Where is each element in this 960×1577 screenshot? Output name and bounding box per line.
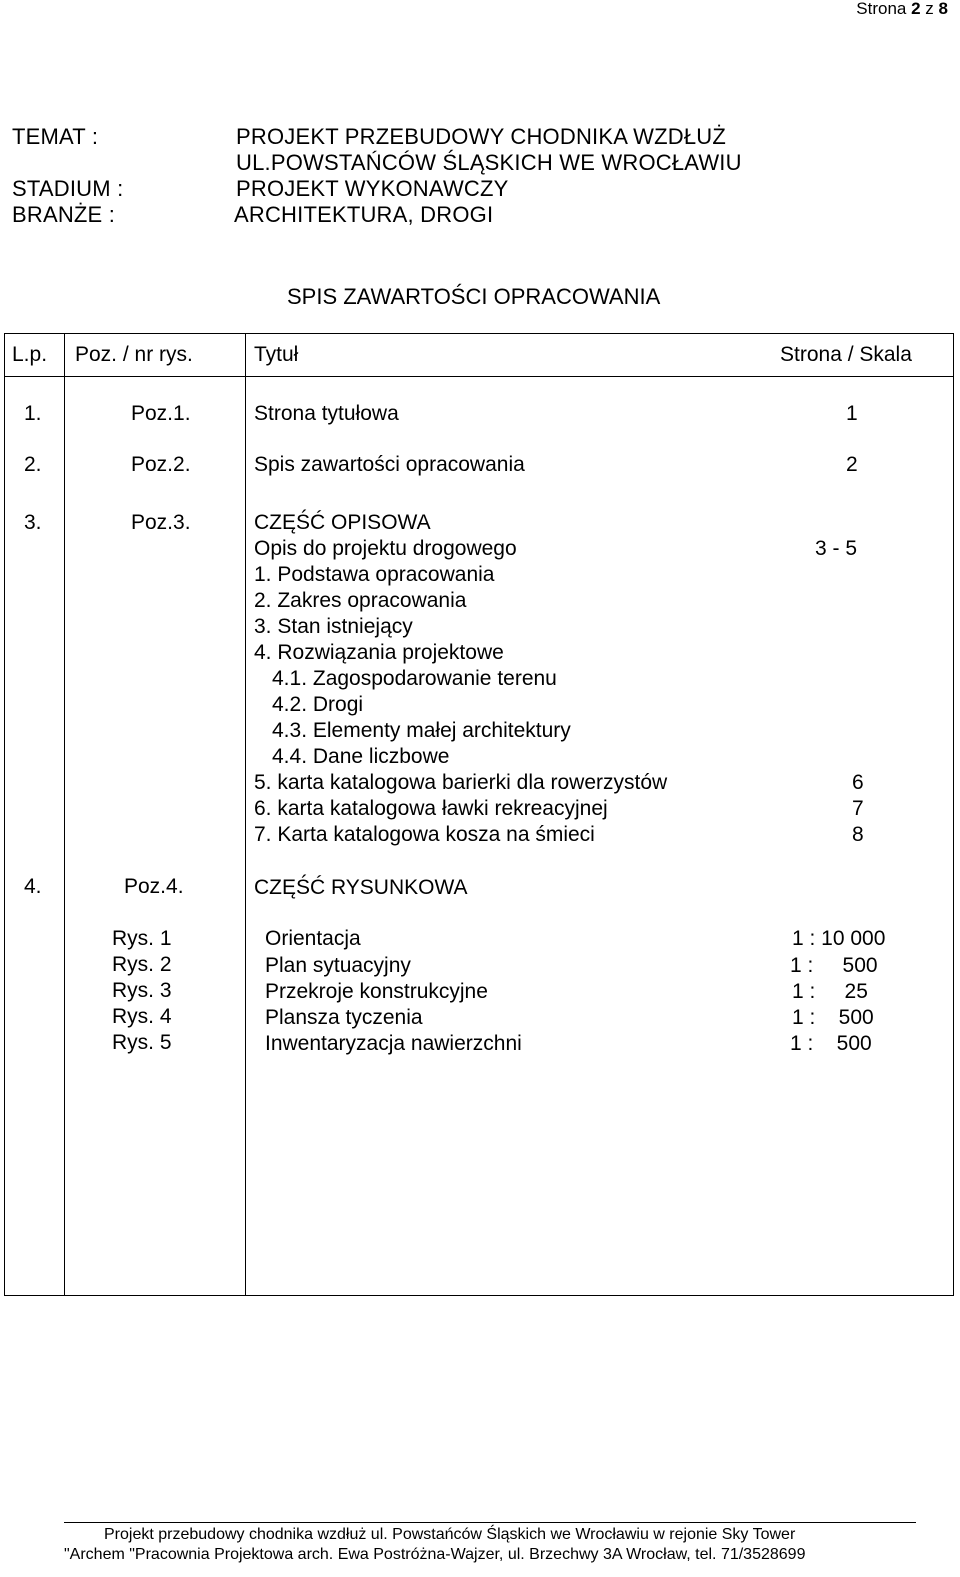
- opis-item: Opis do projektu drogowego: [254, 537, 517, 560]
- drawing-scale: 1 : 10 000: [792, 927, 886, 950]
- rysunki-section-title: CZĘŚĆ RYSUNKOWA: [254, 876, 468, 899]
- temat-value-line2: UL.POWSTAŃCÓW ŚLĄSKICH WE WROCŁAWIU: [236, 150, 742, 175]
- row-1-poz: Poz.1.: [131, 402, 191, 425]
- page-number: [856, 0, 948, 17]
- page-number-total: 8: [938, 0, 948, 18]
- opis-subitem: 4.3. Elementy małej architektury: [272, 719, 571, 742]
- drawing-scale: 1 : 500: [792, 1006, 874, 1029]
- stadium-label: STADIUM :: [12, 176, 124, 201]
- opis-item: 4. Rozwiązania projektowe: [254, 641, 504, 664]
- temat-value-line1: PROJEKT PRZEBUDOWY CHODNIKA WZDŁUŻ: [236, 124, 727, 149]
- opis-item: 7. Karta katalogowa kosza na śmieci: [254, 823, 595, 846]
- opis-subitem: 4.2. Drogi: [272, 693, 364, 716]
- document-title: SPIS ZAWARTOŚCI OPRACOWANIA: [287, 284, 661, 309]
- column-divider: [245, 334, 246, 1295]
- header-strona: Strona / Skala: [780, 343, 912, 366]
- footer-line-2: "Archem "Pracownia Projektowa arch. Ewa Postróżna-Wajzer, ul. Brzechwy 3A Wrocław, tel. 71/3528699: [64, 1546, 806, 1563]
- header-poz: Poz. / nr rys.: [75, 343, 193, 366]
- branze-value: ARCHITEKTURA, DROGI: [234, 202, 494, 227]
- opis-subitem: 4.4. Dane liczbowe: [272, 745, 450, 768]
- drawing-scale: 1 : 25: [792, 980, 868, 1003]
- row-4-lp: 4.: [24, 875, 42, 898]
- drawing-number: Rys. 2: [112, 953, 172, 976]
- row-2-lp: 2.: [24, 453, 42, 476]
- opis-item: 2. Zakres opracowania: [254, 589, 467, 612]
- row-1-title: Strona tytułowa: [254, 402, 399, 425]
- column-divider: [64, 334, 65, 1295]
- opis-item: 3. Stan istniejący: [254, 615, 413, 638]
- header-tytul: Tytuł: [254, 343, 299, 366]
- row-3-poz: Poz.3.: [131, 511, 191, 534]
- page-number-prefix: Strona: [856, 0, 912, 18]
- header-row-divider: [5, 376, 953, 377]
- drawing-number: Rys. 5: [112, 1031, 172, 1054]
- opis-item: 6. karta katalogowa ławki rekreacyjnej: [254, 797, 608, 820]
- opis-item: 1. Podstawa opracowania: [254, 563, 495, 586]
- drawing-title: Przekroje konstrukcyjne: [265, 980, 488, 1003]
- row-2-poz: Poz.2.: [131, 453, 191, 476]
- drawing-number: Rys. 1: [112, 927, 172, 950]
- temat-label: TEMAT :: [12, 124, 99, 149]
- opis-section-title: CZĘŚĆ OPISOWA: [254, 511, 431, 534]
- branze-label: BRANŻE :: [12, 202, 116, 227]
- header-lp: L.p.: [12, 343, 48, 366]
- page-number-current: 2: [911, 0, 921, 18]
- opis-item-page: 6: [852, 771, 864, 794]
- opis-item-page: 8: [852, 823, 864, 846]
- opis-item-page: 7: [852, 797, 864, 820]
- page-number-sep: z: [920, 0, 939, 18]
- row-1-lp: 1.: [24, 402, 42, 425]
- opis-item-page: 3 - 5: [815, 537, 858, 560]
- drawing-number: Rys. 3: [112, 979, 172, 1002]
- footer-line-1: Projekt przebudowy chodnika wzdłuż ul. Powstańców Śląskich we Wrocławiu w rejonie Sky Tower: [104, 1526, 796, 1543]
- row-2-title: Spis zawartości opracowania: [254, 453, 525, 476]
- drawing-title: Orientacja: [265, 927, 361, 950]
- row-1-page: 1: [846, 402, 858, 425]
- opis-item: 5. karta katalogowa barierki dla rowerzystów: [254, 771, 668, 794]
- drawing-scale: 1 : 500: [790, 1032, 872, 1055]
- row-3-lp: 3.: [24, 511, 42, 534]
- row-4-poz: Poz.4.: [124, 875, 184, 898]
- footer-rule: [64, 1522, 916, 1523]
- drawing-title: Plansza tyczenia: [265, 1006, 423, 1029]
- stadium-value: PROJEKT WYKONAWCZY: [236, 176, 509, 201]
- drawing-title: Plan sytuacyjny: [265, 954, 411, 977]
- drawing-number: Rys. 4: [112, 1005, 172, 1028]
- drawing-title: Inwentaryzacja nawierzchni: [265, 1032, 522, 1055]
- row-2-page: 2: [846, 453, 858, 476]
- opis-subitem: 4.1. Zagospodarowanie terenu: [272, 667, 557, 690]
- drawing-scale: 1 : 500: [790, 954, 878, 977]
